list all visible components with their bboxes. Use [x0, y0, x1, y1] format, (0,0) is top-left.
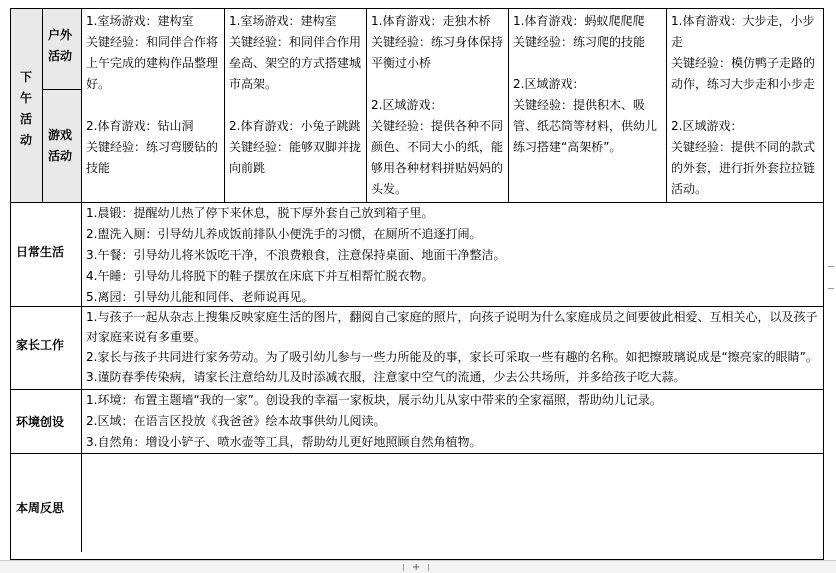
day-1-item-1-experience: 关键经验：和同伴合作将上午完成的建构作品整理好。: [86, 35, 219, 91]
grid-line: [366, 9, 367, 202]
day-2-item-1: 1.室场游戏：建构室: [229, 14, 337, 28]
day-5-item-2-experience: 关键经验：提供不同的款式的外套，进行折外套拉拉链活动。: [671, 140, 816, 196]
bottom-ruler: [0, 560, 836, 573]
day-cell-3: [371, 11, 505, 200]
weekly-reflection-label: 本周反思: [16, 501, 65, 515]
day-1-item-2-experience: 关键经验：练习弯腰钻的技能: [86, 140, 219, 175]
grid-line: [42, 9, 43, 202]
daily-life-item: 2.盥洗入厕：引导幼儿养成饭前排队小便洗手的习惯，在厕所不追逐打闹。: [86, 227, 482, 241]
day-5-item-1: 1.体育游戏：大步走，小步走: [671, 14, 815, 49]
grid-line: [11, 453, 823, 454]
day-cell-4: [513, 11, 663, 158]
day-4-item-1-experience: 关键经验：练习爬的技能: [513, 35, 646, 49]
day-2-item-2: 2.体育游戏：小兔子跳跳: [229, 119, 361, 133]
day-3-item-1-experience: 关键经验：练习身体保持平衡过小桥: [371, 35, 504, 70]
day-3-item-2-experience: 关键经验：提供各种不同颜色、不同大小的纸，能够用各种材料拼贴妈妈的头发。: [371, 119, 504, 196]
daily-life-item: 1.晨锻：提醒幼儿热了停下来休息，脱下厚外套自己放到箱子里。: [86, 206, 434, 220]
day-3-item-2: 2.区域游戏：: [371, 98, 443, 112]
margin-mark: [828, 266, 834, 267]
margin-mark: [828, 288, 834, 289]
daily-life-item: 4.午睡：引导幼儿将脱下的鞋子摆放在床底下并互相帮忙脱衣物。: [86, 269, 434, 283]
parents-work-item: 1.与孩子一起从杂志上搜集反映家庭生活的图片，翻阅自己家庭的照片，向孩子说明为什么家庭成员之间要彼此相爱、互相关心，以及孩子对家庭来说有多重要。: [86, 310, 818, 344]
day-5-item-2: 2.区域游戏：: [671, 119, 743, 133]
parents-work-content: [86, 307, 821, 387]
day-cell-2: [229, 11, 363, 179]
add-icon[interactable]: +: [412, 562, 421, 573]
day-2-item-1-experience: 关键经验：和同伴合作用垒高、架空的方式搭建城市高架。: [229, 35, 362, 91]
game-activity-label: 游戏活动: [48, 128, 73, 163]
grid-line: [42, 89, 81, 90]
weekly-reflection-input[interactable]: [86, 457, 821, 552]
environment-content: [86, 390, 821, 453]
grid-line: [224, 9, 225, 202]
weekly-plan-table: [10, 8, 824, 560]
day-1-item-1: 1.室场游戏：建构室: [86, 14, 194, 28]
day-cell-5: [671, 11, 821, 200]
parents-work-label: 家长工作: [16, 338, 65, 352]
day-5-item-1-experience: 关键经验：模仿鸭子走路的动作，练习大步走和小步走: [671, 56, 816, 91]
grid-line: [508, 9, 509, 202]
daily-life-item: 5.离园：引导幼儿能和同伴、老师说再见。: [86, 290, 314, 304]
day-4-item-1: 1.体育游戏：蚂蚁爬爬爬: [513, 14, 645, 28]
environment-item: 2.区域：在语言区投放《我爸爸》绘本故事供幼儿阅读。: [86, 414, 386, 428]
day-1-item-2: 2.体育游戏：钻山洞: [86, 119, 194, 133]
environment-item: 3.自然角：增设小铲子、喷水壶等工具，帮助幼儿更好地照顾自然角植物。: [86, 435, 482, 449]
daily-life-content: [86, 203, 821, 308]
outdoor-activity-label: 户外活动: [48, 28, 73, 63]
daily-life-item: 3.午餐：引导幼儿将米饭吃干净，不浪费粮食，注意保持桌面、地面干净整洁。: [86, 248, 506, 262]
afternoon-group-label: 下午活动: [20, 70, 33, 147]
parents-work-item: 3.谨防春季传染病，请家长注意给幼儿及时添减衣服，注意家中空气的流通，少去公共场所，并多给孩子吃大蒜。: [86, 370, 686, 384]
day-4-item-2: 2.区域游戏：: [513, 77, 585, 91]
ruler-tick: [428, 564, 429, 571]
day-4-item-2-experience: 关键经验：提供积木、吸管、纸芯筒等材料，供幼儿练习搭建“高架桥”。: [513, 98, 658, 154]
environment-item: 1.环境：布置主题墙“我的一家”。创设我的幸福一家板块，展示幼儿从家中带来的全家福照，帮助幼儿记录。: [86, 393, 662, 407]
grid-line: [81, 9, 82, 552]
daily-life-label: 日常生活: [16, 245, 65, 259]
day-cell-1: [86, 11, 221, 179]
day-2-item-2-experience: 关键经验：能够双脚并拢向前跳: [229, 140, 362, 175]
day-3-item-1: 1.体育游戏：走独木桥: [371, 14, 491, 28]
environment-label: 环境创设: [16, 415, 65, 429]
ruler-tick: [403, 564, 404, 571]
parents-work-item: 2.家长与孩子共同进行家务劳动。为了吸引幼儿参与一些力所能及的事，家长可采取一些有趣的名称。如把擦玻璃说成是“擦亮家的眼睛”。: [86, 350, 818, 364]
grid-line: [666, 9, 667, 202]
